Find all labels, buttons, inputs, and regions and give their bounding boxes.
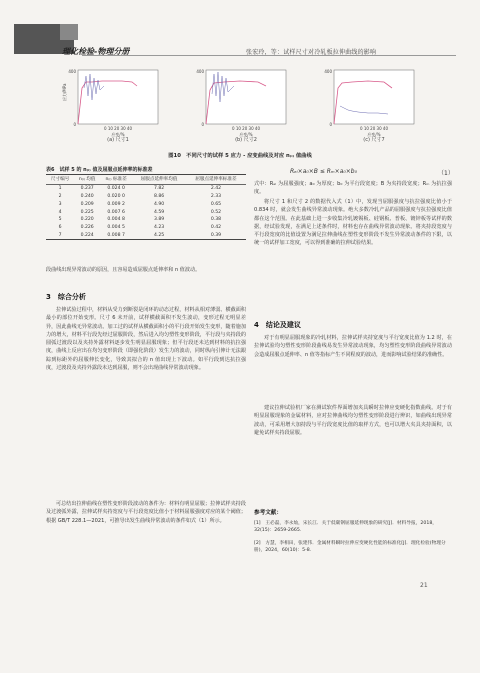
table-6 [46,174,246,240]
svg-text:400: 400 [196,69,204,74]
figure-caption: 图10 不同尺寸的试样 5 应力 - 应变曲线及对应 n₍ᵢ₎ 值曲线 [168,153,312,159]
panel-c-label: (c) 尺寸7 [363,137,385,143]
table-cell: 2.33 [210,193,222,199]
table-cell: 0.220 [80,217,94,223]
stress-strain-plot-c [318,66,430,140]
table-cell: 0.209 [80,201,94,207]
journal-logo-accent [60,24,78,40]
svg-text:0: 0 [73,122,76,127]
table-cell: 0.226 [80,225,94,231]
svg-text:应变/%: 应变/% [111,132,125,137]
table-row [46,216,246,224]
table-cell: 0.42 [210,225,222,231]
section-heading-4: 4 结论及建议 [254,321,301,329]
section-heading-3: 3 综合分析 [46,293,86,301]
table-cell: 4.23 [153,225,165,231]
table-cell: 3.89 [153,217,165,223]
svg-text:0: 0 [329,122,332,127]
table-row [46,193,246,201]
stress-strain-plot-a [62,66,174,140]
right-paragraph-2: 将尺寸 1 和尺寸 2 的数据代入式（1）中，发现当屈服强度与抗拉强度比值小于 0.834 时，就会发生曲线异常波动现象。绝大多数冷轧产品的屈服强度与抗拉强度比值都在这个范围。在此基础上进一步收集冷轧镀锡板、硅钢板、普板、镀锌板等试样的数据，经试验发现，在满足上述条件时，材料也存在曲线异常波动现象。将夹持段宽度与平行段宽度的比值设置为满足拉伸曲线在塑性变形阶段不发生异常波动条件的下限，以统一的试样加工宽度，可以得到准确的拉伸试验结果。 [254,199,452,247]
table-cell: 7 [46,231,74,239]
panel-a-label: (a) 尺寸1 [107,137,129,143]
figure-panel-c [318,66,430,143]
table-cell: 0.009 2 [107,201,125,207]
table-cell: 0.225 [80,209,94,215]
page-number: 21 [420,582,428,589]
right-paragraph-3: 对于有明显屈服现象的冷轧材料，拉伸试样夹持宽度与平行宽度比值为 1.2 时，在拉伸试验均匀塑性变形阶段曲线易发生异常波动现象，均匀塑性变形阶段曲线异常波动会造成屈服点延伸率、n 值等指标产生不同程度的波动，进而影响试验结果的准确性。 [254,335,452,358]
table-header: 屈服点延伸率标准差 [186,175,246,185]
table-cell: 0.020 0 [107,193,125,199]
table-cell: 1 [58,186,62,192]
svg-text:0: 0 [201,122,204,127]
table-caption: 表6 试样 5 的 n₍ᵢ₎ 值及屈服点延伸率的标准差 [46,167,153,173]
table-cell: 0.007 6 [107,209,125,215]
table-cell: 0.52 [210,209,222,215]
right-paragraph-1: 式中：Rₑₗ 为屈服强度；a₀ 为厚度；b₀ 为平行段宽度；B 为夹持段宽度；Rₘ 为抗拉强度。 [254,181,452,196]
table-cell: 0.004 5 [107,225,125,231]
svg-text:0 10 20 30 40: 0 10 20 30 40 [360,126,388,131]
table-row [46,184,246,192]
left-paragraph-1: 段曲线出现异常波动的原因，且容易造成屈服点延伸率和 n 值波动。 [46,267,201,273]
table-cell: 6 [58,225,62,231]
svg-text:0 10 20 30 40: 0 10 20 30 40 [104,126,132,131]
reference-item: [2] 方慧，李相田，张建伟．金属材料瞬时拉伸应变硬化性能的标准化[J]．理化检验(物理分册)，2024，60(10)：5-8. [254,541,446,553]
svg-text:应变/%: 应变/% [367,132,381,137]
table-header: 尺寸编号 [46,175,74,185]
table-cell: 8.86 [153,193,165,199]
equation-number: （1） [438,170,454,177]
table-cell: 4.59 [153,209,165,215]
table-cell: 4 [58,209,62,215]
right-paragraph-4: 建议拉伸试验机厂家在测试软件界面增加夹具瞬时拉伸应变硬化指数曲线。对于有明显屈服现象的金属材料，应对拉伸曲线均匀塑性变形阶段进行辨识，如曲线出现异常波动，可采用增大加持段与平行段宽度比值的取样方式，也可以增大夹具夹持面积，以避免试样夹持段屈服。 [254,405,452,436]
journal-name: 理化检验-物理分册 [62,47,130,56]
table-cell: 0.224 [74,231,100,239]
table-row [46,208,246,216]
table-cell: 3 [58,201,62,207]
table-cell: 4.25 [132,231,186,239]
svg-text:应变/%: 应变/% [239,132,253,137]
table-cell: 0.008 7 [100,231,132,239]
reference-item: [1] 王必磊，李永灿，宋长江．关于低碳钢屈服延伸现象的研究[J]．材料导报，2018，32(15)：2659-2665. [254,521,437,533]
table-cell: 0.237 [80,186,94,192]
table-cell: 0.024 0 [107,186,125,192]
table-body [46,184,246,239]
table-header: 屈服点延伸率均值 [132,175,186,185]
table-row [46,231,246,239]
figure-panel-b [190,66,302,143]
svg-text:0 10 20 30 40: 0 10 20 30 40 [232,126,260,131]
running-title: 张宏玲，等：试样尺寸对冷轧板拉伸曲线的影响 [246,49,377,56]
svg-text:400: 400 [324,69,332,74]
table-cell: 2.42 [210,186,222,192]
table-cell: 0.65 [210,201,222,207]
table-header: n₍ᵢ₎ 均值 [74,175,100,185]
table-cell: 0.240 [80,193,94,199]
svg-text:应力/MPa: 应力/MPa [62,83,67,101]
left-paragraph-2: 拉伸试验过程中，材料从受力到断裂是闭环的动态过程，材料从相对薄弱、横截面积最小的部位开始变形。尺寸 6 未开前，试样横截面积不发生波动，变形过程无明显差异，因此曲线无异常波动。加工过的试样从横截面积小的平行段开始发生变形，随着施加力的增大，材料平行段先经过屈服阶段，然后进入均匀塑性变形阶段，平行段与夹持段的圆弧过渡段以及夹持外露材料逐步发生明显屈服现象；但平行段还未达到材料的抗拉强度，曲线上反应出在均匀变形阶段（即强化阶段）发生力的波动，同时纵向引伸计无法跟踪到标距外的屈服伸长变化，导致其拟合的 n 值出现上下波动。如平行段到达抗拉强度，过渡段及夹持外露段未达到屈服，则不会出现曲线异常波动现象。 [46,307,246,372]
left-paragraph-3: 可总结出拉伸曲线在塑性变形阶段波动的条件为：材料有明显屈服；拉伸试样夹持段及过渡弧外露，拉伸试样夹持宽度与平行段宽度比值小于材料屈服强度对应的某个阈值；根据 GB/T 228.1—2021，可推导出发生曲线异常波动的条件如式（1）所示。 [46,501,246,524]
table-cell: 0.39 [186,231,246,239]
table-row [46,224,246,232]
table-cell: 2 [58,193,62,199]
table-cell: 5 [58,217,62,223]
references-heading: 参考文献： [254,510,282,516]
panel-b-label: (b) 尺寸2 [235,137,257,143]
table-cell: 0.38 [210,217,222,223]
table-header: n₍ᵢ₎ 标准差 [100,175,132,185]
table-row [46,200,246,208]
equation-1: Rₑₗ×a₀×B ≤ Rₘ×a₀×b₀ [290,168,358,175]
svg-text:400: 400 [68,69,76,74]
table-cell: 7.82 [153,186,165,192]
figure-panel-a [62,66,174,143]
stress-strain-plot-b [190,66,302,140]
header-rule [82,55,456,56]
table-cell: 0.004 8 [107,217,125,223]
table-cell: 4.90 [153,201,165,207]
